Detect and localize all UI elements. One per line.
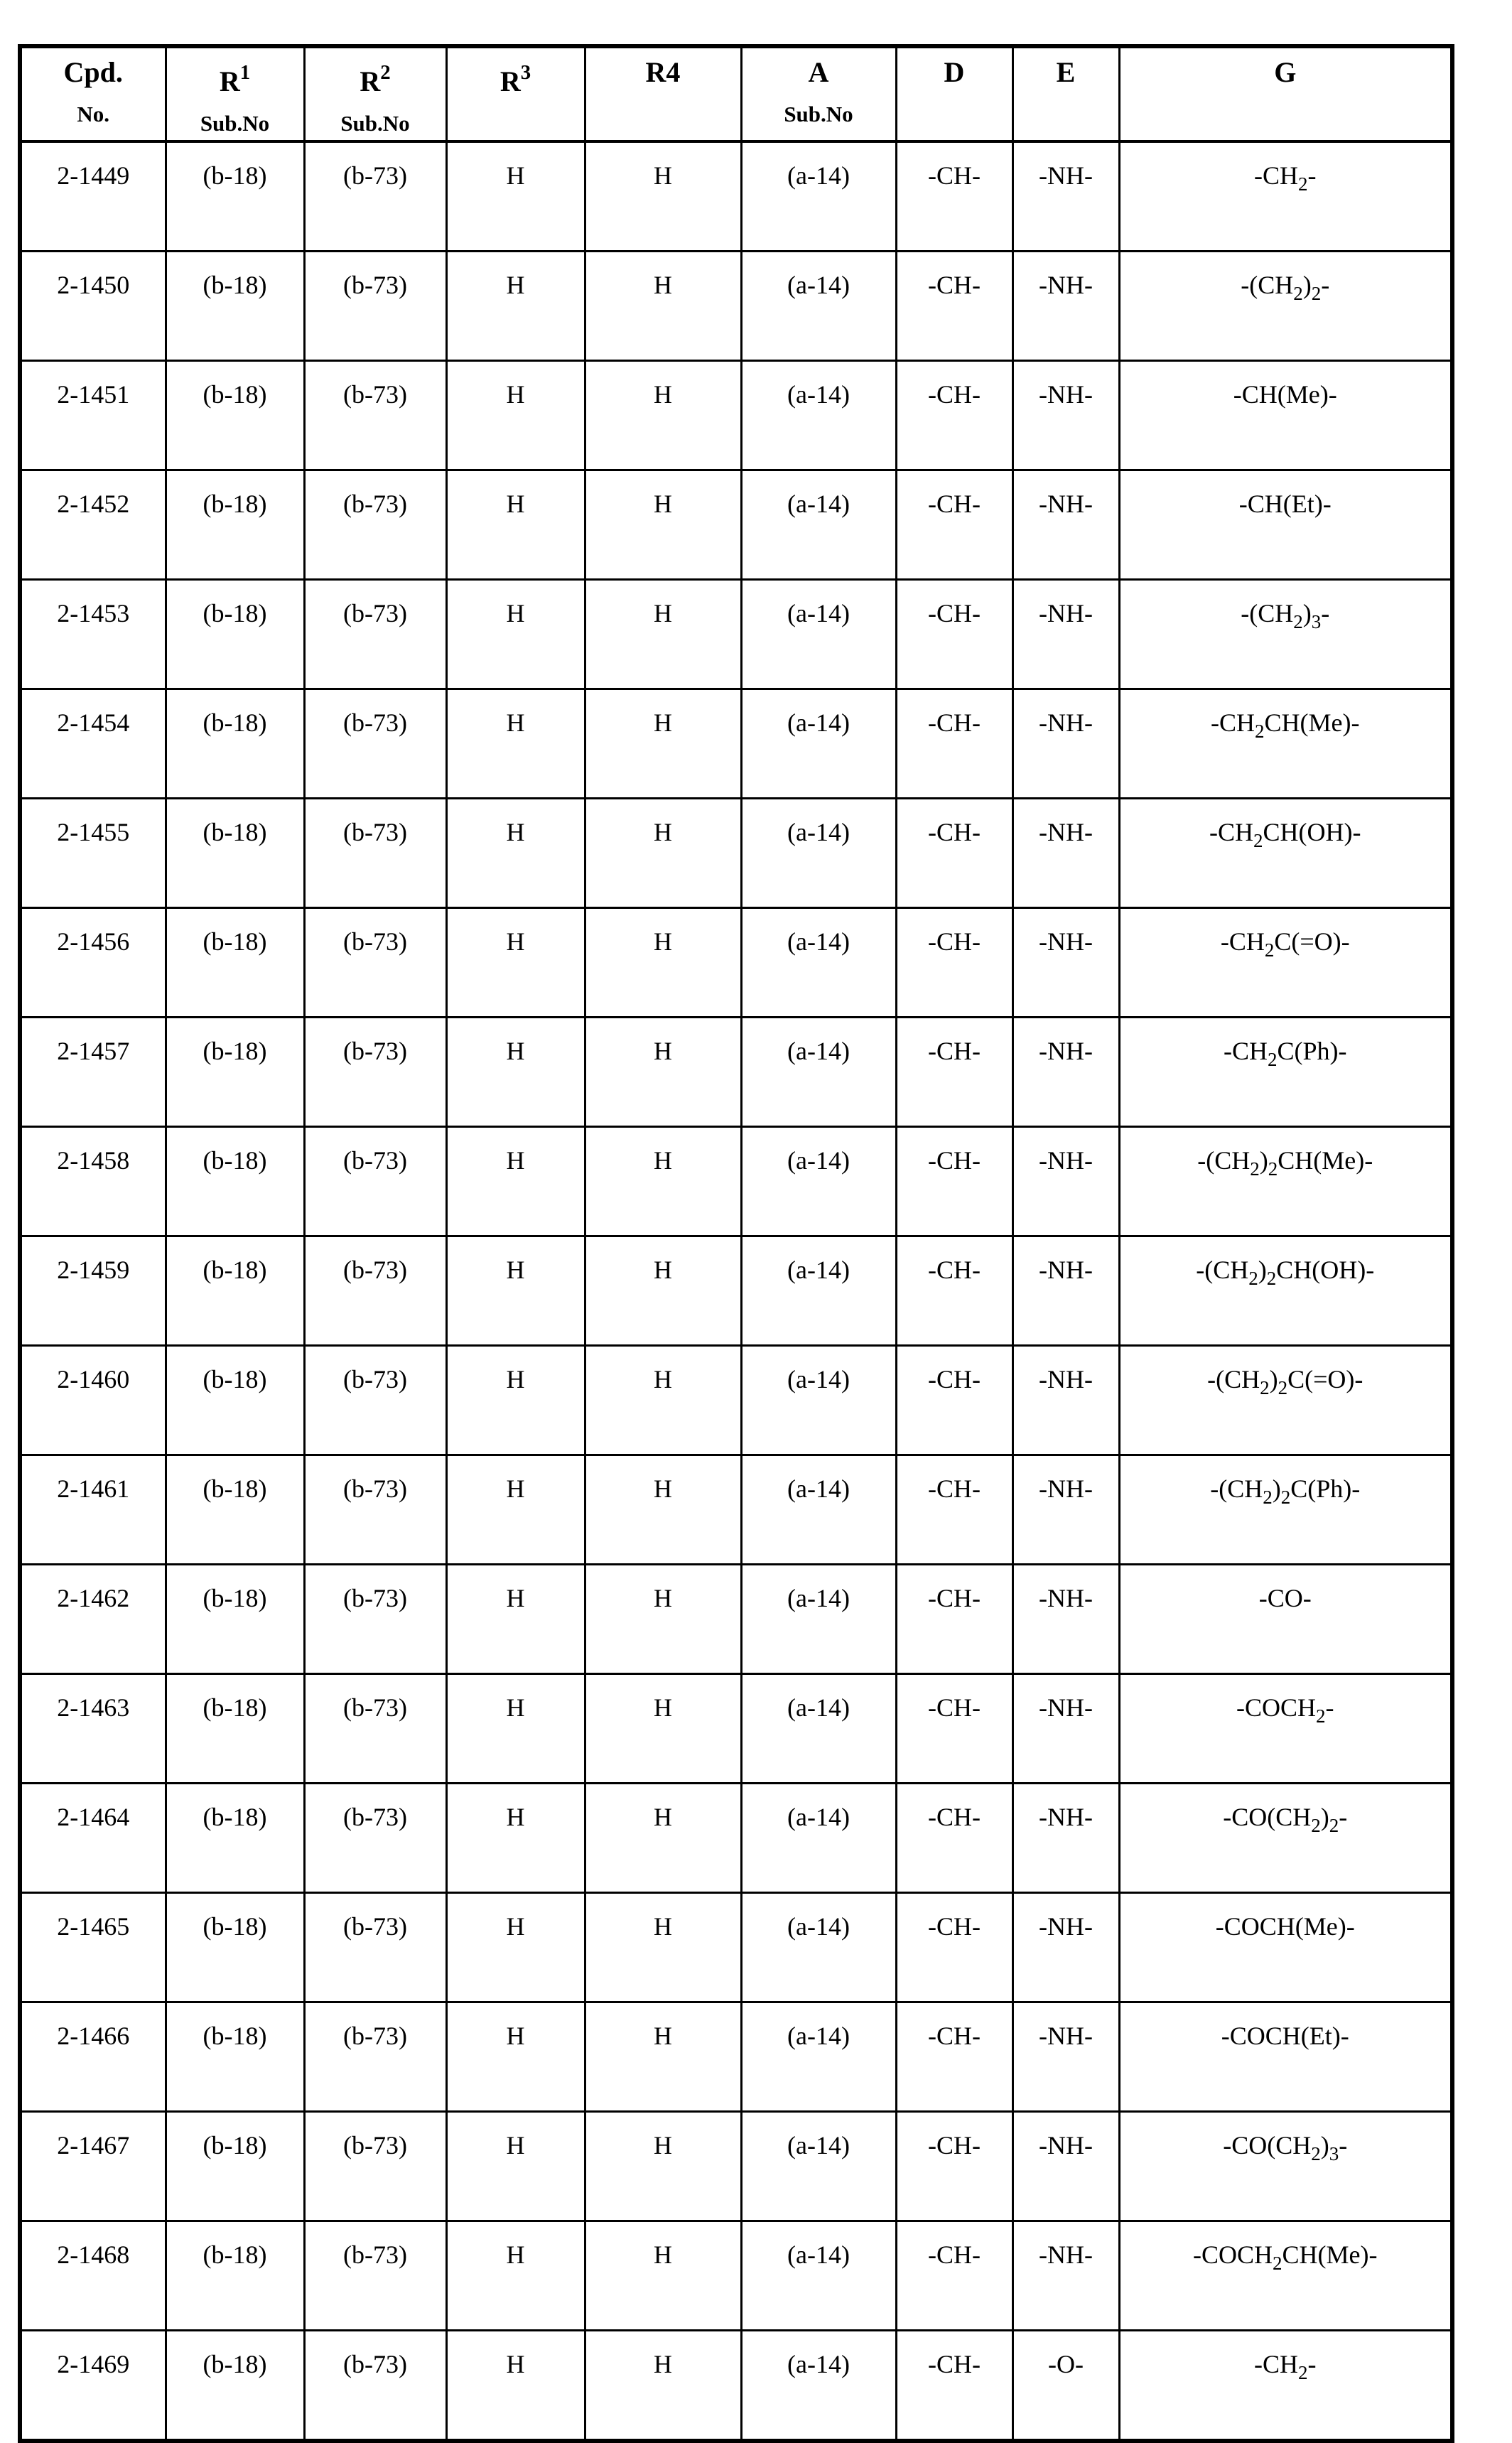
header-row bbox=[20, 46, 1452, 141]
cell-e: -NH- bbox=[1012, 1565, 1119, 1674]
cell-r4: H bbox=[585, 361, 741, 470]
table-row bbox=[20, 2112, 1452, 2221]
cell-cpd-no: 2-1468 bbox=[20, 2221, 166, 2331]
cell-d: -CH- bbox=[896, 1674, 1012, 1784]
cell-g: $-(CH_2)_2CH(OH)-$ bbox=[1119, 1236, 1452, 1346]
cell-a: (a-14) bbox=[741, 799, 896, 908]
cell-r2: (b-73) bbox=[304, 252, 446, 361]
cell-a: (a-14) bbox=[741, 2331, 896, 2442]
cell-r3: H bbox=[446, 1565, 585, 1674]
cell-g: -CO- bbox=[1119, 1565, 1452, 1674]
cell-r3: H bbox=[446, 1893, 585, 2002]
cell-r3: H bbox=[446, 580, 585, 689]
header-r3-label: $R^3$ bbox=[500, 61, 531, 97]
cell-e: -NH- bbox=[1012, 799, 1119, 908]
cell-cpd-no: 2-1458 bbox=[20, 1127, 166, 1236]
cell-d: -CH- bbox=[896, 908, 1012, 1018]
cell-r1: (b-18) bbox=[166, 1565, 304, 1674]
table-row bbox=[20, 1784, 1452, 1893]
cell-d: -CH- bbox=[896, 2002, 1012, 2112]
table-row bbox=[20, 799, 1452, 908]
header-r3 bbox=[446, 46, 585, 141]
table-row bbox=[20, 1236, 1452, 1346]
cell-r3: H bbox=[446, 141, 585, 252]
cell-a: (a-14) bbox=[741, 1893, 896, 2002]
cell-a: (a-14) bbox=[741, 1127, 896, 1236]
cell-d: -CH- bbox=[896, 361, 1012, 470]
cell-r1: (b-18) bbox=[166, 2002, 304, 2112]
cell-a: (a-14) bbox=[741, 2221, 896, 2331]
cell-r1: (b-18) bbox=[166, 1346, 304, 1455]
cell-r3: H bbox=[446, 2331, 585, 2442]
cell-cpd-no: 2-1467 bbox=[20, 2112, 166, 2221]
cell-a: (a-14) bbox=[741, 1784, 896, 1893]
cell-e: -NH- bbox=[1012, 2002, 1119, 2112]
header-a bbox=[741, 46, 896, 141]
cell-a: (a-14) bbox=[741, 1565, 896, 1674]
cell-r4: H bbox=[585, 1346, 741, 1455]
cell-d: -CH- bbox=[896, 799, 1012, 908]
header-r1-label: $R^1$ bbox=[219, 61, 251, 97]
cell-d: -CH- bbox=[896, 470, 1012, 580]
table-row bbox=[20, 1674, 1452, 1784]
cell-r4: H bbox=[585, 2002, 741, 2112]
cell-r1: (b-18) bbox=[166, 908, 304, 1018]
header-cpd-no bbox=[20, 46, 166, 141]
cell-r2: (b-73) bbox=[304, 689, 446, 799]
cell-g: $-CH_2-$ bbox=[1119, 2331, 1452, 2442]
cell-r4: H bbox=[585, 799, 741, 908]
cell-g: $-(CH_2)_2C(=O)-$ bbox=[1119, 1346, 1452, 1455]
table-row bbox=[20, 580, 1452, 689]
cell-g: $-CH_2C(=O)-$ bbox=[1119, 908, 1452, 1018]
cell-r4: H bbox=[585, 2331, 741, 2442]
cell-e: -NH- bbox=[1012, 252, 1119, 361]
header-r1 bbox=[166, 46, 304, 141]
cell-r1: (b-18) bbox=[166, 799, 304, 908]
table-row bbox=[20, 908, 1452, 1018]
cell-r4: H bbox=[585, 1236, 741, 1346]
cell-r2: (b-73) bbox=[304, 2002, 446, 2112]
table-row bbox=[20, 1346, 1452, 1455]
cell-e: -NH- bbox=[1012, 141, 1119, 252]
cell-e: -NH- bbox=[1012, 689, 1119, 799]
cell-e: -NH- bbox=[1012, 1018, 1119, 1127]
cell-e: -NH- bbox=[1012, 2112, 1119, 2221]
cell-cpd-no: 2-1453 bbox=[20, 580, 166, 689]
cell-r2: (b-73) bbox=[304, 470, 446, 580]
cell-cpd-no: 2-1454 bbox=[20, 689, 166, 799]
cell-a: (a-14) bbox=[741, 470, 896, 580]
cell-d: -CH- bbox=[896, 689, 1012, 799]
cell-g: $-CH_2CH(Me)-$ bbox=[1119, 689, 1452, 799]
header-r4 bbox=[585, 46, 741, 141]
cell-g: $-(CH_2)_2CH(Me)-$ bbox=[1119, 1127, 1452, 1236]
cell-cpd-no: 2-1450 bbox=[20, 252, 166, 361]
cell-r1: (b-18) bbox=[166, 470, 304, 580]
cell-r2: (b-73) bbox=[304, 1236, 446, 1346]
cell-cpd-no: 2-1457 bbox=[20, 1018, 166, 1127]
cell-cpd-no: 2-1452 bbox=[20, 470, 166, 580]
cell-d: -CH- bbox=[896, 1127, 1012, 1236]
cell-r1: (b-18) bbox=[166, 252, 304, 361]
cell-r3: H bbox=[446, 908, 585, 1018]
cell-r3: H bbox=[446, 1346, 585, 1455]
cell-cpd-no: 2-1460 bbox=[20, 1346, 166, 1455]
table-row bbox=[20, 141, 1452, 252]
header-a-sublabel: Sub.No bbox=[784, 102, 853, 126]
cell-r4: H bbox=[585, 1018, 741, 1127]
cell-g: -COCH(Et)- bbox=[1119, 2002, 1452, 2112]
cell-d: -CH- bbox=[896, 580, 1012, 689]
cell-r1: (b-18) bbox=[166, 141, 304, 252]
cell-r3: H bbox=[446, 689, 585, 799]
cell-d: -CH- bbox=[896, 1893, 1012, 2002]
cell-r2: (b-73) bbox=[304, 141, 446, 252]
cell-cpd-no: 2-1461 bbox=[20, 1455, 166, 1565]
table-row bbox=[20, 2331, 1452, 2442]
cell-a: (a-14) bbox=[741, 689, 896, 799]
cell-d: -CH- bbox=[896, 1455, 1012, 1565]
table-row bbox=[20, 470, 1452, 580]
cell-cpd-no: 2-1456 bbox=[20, 908, 166, 1018]
cell-e: -NH- bbox=[1012, 1346, 1119, 1455]
header-g-label: G bbox=[1274, 56, 1297, 88]
cell-a: (a-14) bbox=[741, 1018, 896, 1127]
cell-e: -NH- bbox=[1012, 470, 1119, 580]
cell-cpd-no: 2-1455 bbox=[20, 799, 166, 908]
cell-a: (a-14) bbox=[741, 1674, 896, 1784]
cell-a: (a-14) bbox=[741, 2112, 896, 2221]
cell-r1: (b-18) bbox=[166, 2112, 304, 2221]
cell-r2: (b-73) bbox=[304, 1018, 446, 1127]
cell-g: $-CO(CH_2)_2-$ bbox=[1119, 1784, 1452, 1893]
cell-g: $-COCH_2-$ bbox=[1119, 1674, 1452, 1784]
cell-r4: H bbox=[585, 470, 741, 580]
table-row bbox=[20, 2221, 1452, 2331]
table-row bbox=[20, 2002, 1452, 2112]
header-r2-label: $R^2$ bbox=[360, 61, 391, 97]
compound-table bbox=[18, 44, 1454, 2443]
cell-r2: (b-73) bbox=[304, 1784, 446, 1893]
cell-r1: (b-18) bbox=[166, 361, 304, 470]
cell-cpd-no: 2-1469 bbox=[20, 2331, 166, 2442]
cell-cpd-no: 2-1459 bbox=[20, 1236, 166, 1346]
table-row bbox=[20, 1455, 1452, 1565]
cell-r3: H bbox=[446, 361, 585, 470]
cell-g: $-CH_2CH(OH)-$ bbox=[1119, 799, 1452, 908]
cell-r2: (b-73) bbox=[304, 1346, 446, 1455]
cell-e: -NH- bbox=[1012, 1127, 1119, 1236]
cell-r4: H bbox=[585, 2112, 741, 2221]
cell-r2: (b-73) bbox=[304, 1674, 446, 1784]
cell-r4: H bbox=[585, 1565, 741, 1674]
header-r1-sublabel: Sub.No bbox=[200, 110, 270, 136]
cell-r2: (b-73) bbox=[304, 1893, 446, 2002]
cell-a: (a-14) bbox=[741, 1236, 896, 1346]
cell-e: -NH- bbox=[1012, 1784, 1119, 1893]
cell-r4: H bbox=[585, 2221, 741, 2331]
cell-r2: (b-73) bbox=[304, 2331, 446, 2442]
cell-g: -CH(Me)- bbox=[1119, 361, 1452, 470]
cell-r3: H bbox=[446, 2112, 585, 2221]
cell-d: -CH- bbox=[896, 1018, 1012, 1127]
cell-d: -CH- bbox=[896, 2331, 1012, 2442]
cell-r1: (b-18) bbox=[166, 1236, 304, 1346]
cell-g: $-(CH_2)_3-$ bbox=[1119, 580, 1452, 689]
cell-cpd-no: 2-1466 bbox=[20, 2002, 166, 2112]
table-row bbox=[20, 1018, 1452, 1127]
cell-cpd-no: 2-1464 bbox=[20, 1784, 166, 1893]
cell-d: -CH- bbox=[896, 2112, 1012, 2221]
cell-r2: (b-73) bbox=[304, 2221, 446, 2331]
header-cpd-no-sublabel: No. bbox=[77, 102, 110, 126]
table-header bbox=[20, 46, 1452, 141]
cell-r3: H bbox=[446, 1674, 585, 1784]
cell-r4: H bbox=[585, 1674, 741, 1784]
cell-r2: (b-73) bbox=[304, 2112, 446, 2221]
cell-e: -NH- bbox=[1012, 1893, 1119, 2002]
cell-cpd-no: 2-1463 bbox=[20, 1674, 166, 1784]
cell-r4: H bbox=[585, 908, 741, 1018]
cell-r2: (b-73) bbox=[304, 361, 446, 470]
header-g bbox=[1119, 46, 1452, 141]
cell-r4: H bbox=[585, 141, 741, 252]
header-d-label: D bbox=[944, 56, 965, 88]
cell-e: -NH- bbox=[1012, 1455, 1119, 1565]
cell-a: (a-14) bbox=[741, 1346, 896, 1455]
cell-r3: H bbox=[446, 1784, 585, 1893]
cell-r2: (b-73) bbox=[304, 1127, 446, 1236]
header-r2-sublabel: Sub.No bbox=[340, 110, 410, 136]
cell-d: -CH- bbox=[896, 141, 1012, 252]
cell-g: $-CH_2C(Ph)-$ bbox=[1119, 1018, 1452, 1127]
table-row bbox=[20, 252, 1452, 361]
cell-a: (a-14) bbox=[741, 908, 896, 1018]
cell-r3: H bbox=[446, 1455, 585, 1565]
table-row bbox=[20, 1127, 1452, 1236]
cell-r1: (b-18) bbox=[166, 689, 304, 799]
cell-r4: H bbox=[585, 1893, 741, 2002]
cell-r1: (b-18) bbox=[166, 1784, 304, 1893]
table-body bbox=[20, 141, 1452, 2441]
cell-r4: H bbox=[585, 1455, 741, 1565]
table-row bbox=[20, 1893, 1452, 2002]
cell-r4: H bbox=[585, 689, 741, 799]
cell-g: $-CH_2-$ bbox=[1119, 141, 1452, 252]
cell-g: -COCH(Me)- bbox=[1119, 1893, 1452, 2002]
cell-cpd-no: 2-1449 bbox=[20, 141, 166, 252]
cell-r1: (b-18) bbox=[166, 2331, 304, 2442]
cell-d: -CH- bbox=[896, 252, 1012, 361]
cell-r4: H bbox=[585, 1784, 741, 1893]
cell-r3: H bbox=[446, 470, 585, 580]
cell-g: $-(CH_2)_2-$ bbox=[1119, 252, 1452, 361]
cell-e: -O- bbox=[1012, 2331, 1119, 2442]
cell-r1: (b-18) bbox=[166, 1674, 304, 1784]
table-row bbox=[20, 689, 1452, 799]
cell-r1: (b-18) bbox=[166, 1455, 304, 1565]
cell-r4: H bbox=[585, 1127, 741, 1236]
header-a-label: A bbox=[808, 56, 829, 88]
cell-r3: H bbox=[446, 799, 585, 908]
cell-d: -CH- bbox=[896, 1784, 1012, 1893]
table-row bbox=[20, 361, 1452, 470]
cell-g: -CH(Et)- bbox=[1119, 470, 1452, 580]
header-e-label: E bbox=[1056, 56, 1076, 88]
cell-cpd-no: 2-1451 bbox=[20, 361, 166, 470]
cell-r2: (b-73) bbox=[304, 1455, 446, 1565]
cell-g: $-COCH_2CH(Me)-$ bbox=[1119, 2221, 1452, 2331]
cell-e: -NH- bbox=[1012, 361, 1119, 470]
cell-r1: (b-18) bbox=[166, 1018, 304, 1127]
header-cpd-no-label: Cpd. bbox=[63, 56, 123, 88]
cell-r3: H bbox=[446, 1127, 585, 1236]
cell-e: -NH- bbox=[1012, 1236, 1119, 1346]
cell-a: (a-14) bbox=[741, 252, 896, 361]
cell-a: (a-14) bbox=[741, 2002, 896, 2112]
cell-r1: (b-18) bbox=[166, 580, 304, 689]
cell-r1: (b-18) bbox=[166, 2221, 304, 2331]
cell-e: -NH- bbox=[1012, 580, 1119, 689]
cell-e: -NH- bbox=[1012, 908, 1119, 1018]
cell-r4: H bbox=[585, 580, 741, 689]
cell-cpd-no: 2-1462 bbox=[20, 1565, 166, 1674]
header-e bbox=[1012, 46, 1119, 141]
cell-d: -CH- bbox=[896, 1236, 1012, 1346]
cell-r3: H bbox=[446, 2221, 585, 2331]
cell-r2: (b-73) bbox=[304, 1565, 446, 1674]
cell-r2: (b-73) bbox=[304, 908, 446, 1018]
cell-r3: H bbox=[446, 2002, 585, 2112]
cell-d: -CH- bbox=[896, 1346, 1012, 1455]
cell-r1: (b-18) bbox=[166, 1127, 304, 1236]
cell-g: $-(CH_2)_2C(Ph)-$ bbox=[1119, 1455, 1452, 1565]
header-d bbox=[896, 46, 1012, 141]
cell-d: -CH- bbox=[896, 2221, 1012, 2331]
cell-a: (a-14) bbox=[741, 580, 896, 689]
cell-e: -NH- bbox=[1012, 1674, 1119, 1784]
header-r2 bbox=[304, 46, 446, 141]
cell-a: (a-14) bbox=[741, 1455, 896, 1565]
cell-a: (a-14) bbox=[741, 141, 896, 252]
cell-r1: (b-18) bbox=[166, 1893, 304, 2002]
cell-r3: H bbox=[446, 1236, 585, 1346]
cell-r2: (b-73) bbox=[304, 799, 446, 908]
cell-r4: H bbox=[585, 252, 741, 361]
cell-r2: (b-73) bbox=[304, 580, 446, 689]
cell-e: -NH- bbox=[1012, 2221, 1119, 2331]
cell-g: $-CO(CH_2)_3-$ bbox=[1119, 2112, 1452, 2221]
cell-d: -CH- bbox=[896, 1565, 1012, 1674]
cell-a: (a-14) bbox=[741, 361, 896, 470]
header-r4-label: R4 bbox=[645, 56, 681, 88]
table-row bbox=[20, 1565, 1452, 1674]
cell-r3: H bbox=[446, 1018, 585, 1127]
cell-cpd-no: 2-1465 bbox=[20, 1893, 166, 2002]
cell-r3: H bbox=[446, 252, 585, 361]
